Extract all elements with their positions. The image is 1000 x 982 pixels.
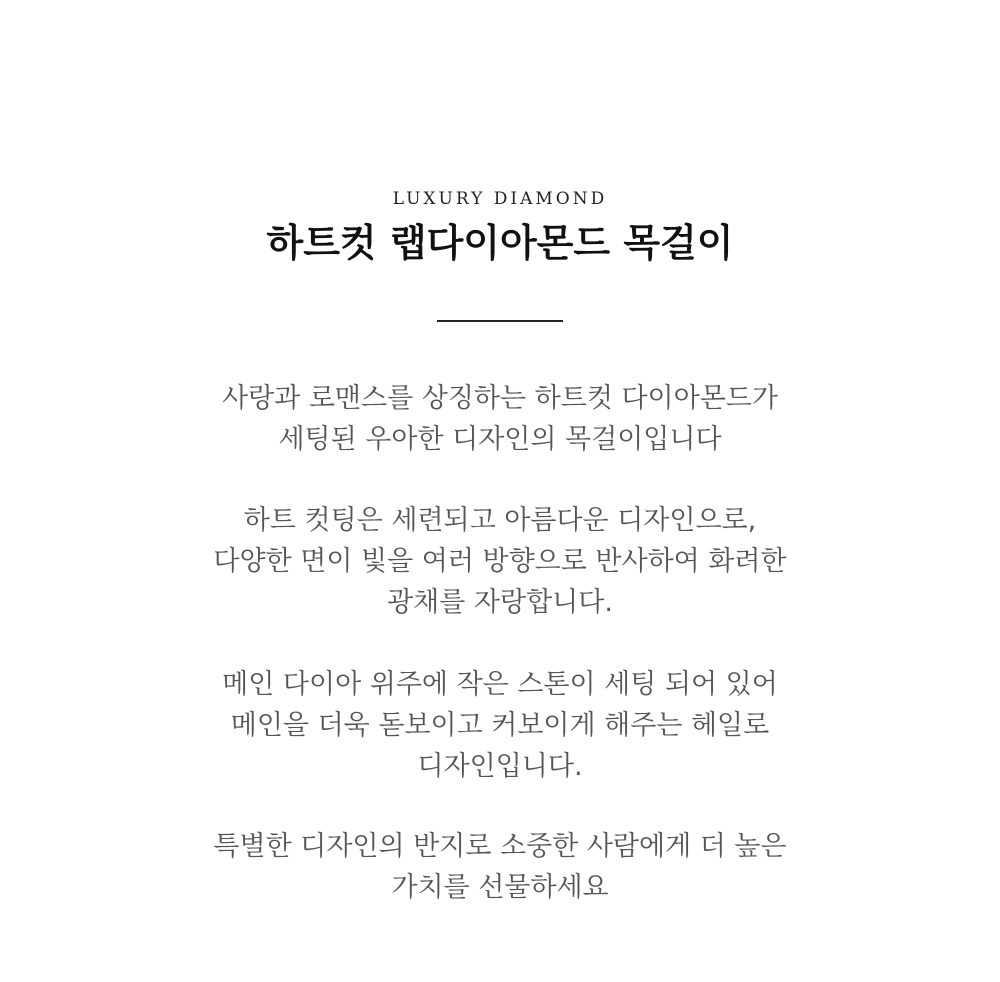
description-paragraph-3 xyxy=(100,664,900,787)
product-title: 하트컷 랩다이아몬드 목걸이 xyxy=(266,221,734,265)
description-paragraph-4 xyxy=(100,826,900,908)
description-line: 특별한 디자인의 반지로 소중한 사람에게 더 높은 xyxy=(213,831,787,862)
description-line: 디자인입니다. xyxy=(417,751,583,782)
description-line: 사랑과 로맨스를 상징하는 하트컷 다이아몬드가 xyxy=(222,383,778,414)
description-paragraph-1 xyxy=(100,378,900,460)
description-line: 가치를 선물하세요 xyxy=(391,872,609,903)
description-line: 다양한 면이 빛을 여러 방향으로 반사하여 화려한 xyxy=(213,546,787,577)
description-line: 하트 컷팅은 세련되고 아름다운 디자인으로, xyxy=(243,505,757,536)
description-line: 광채를 자랑합니다. xyxy=(387,587,613,618)
description-paragraph-2 xyxy=(100,500,900,623)
description-line: 메인을 더욱 돋보이고 커보이게 해주는 헤일로 xyxy=(230,710,770,741)
title-divider xyxy=(437,320,563,322)
eyebrow-label: LUXURY DIAMOND xyxy=(392,189,608,209)
description-line: 메인 다이아 위주에 작은 스톤이 세팅 되어 있어 xyxy=(222,669,778,700)
description-line: 세팅된 우아한 디자인의 목걸이입니다 xyxy=(278,424,722,455)
